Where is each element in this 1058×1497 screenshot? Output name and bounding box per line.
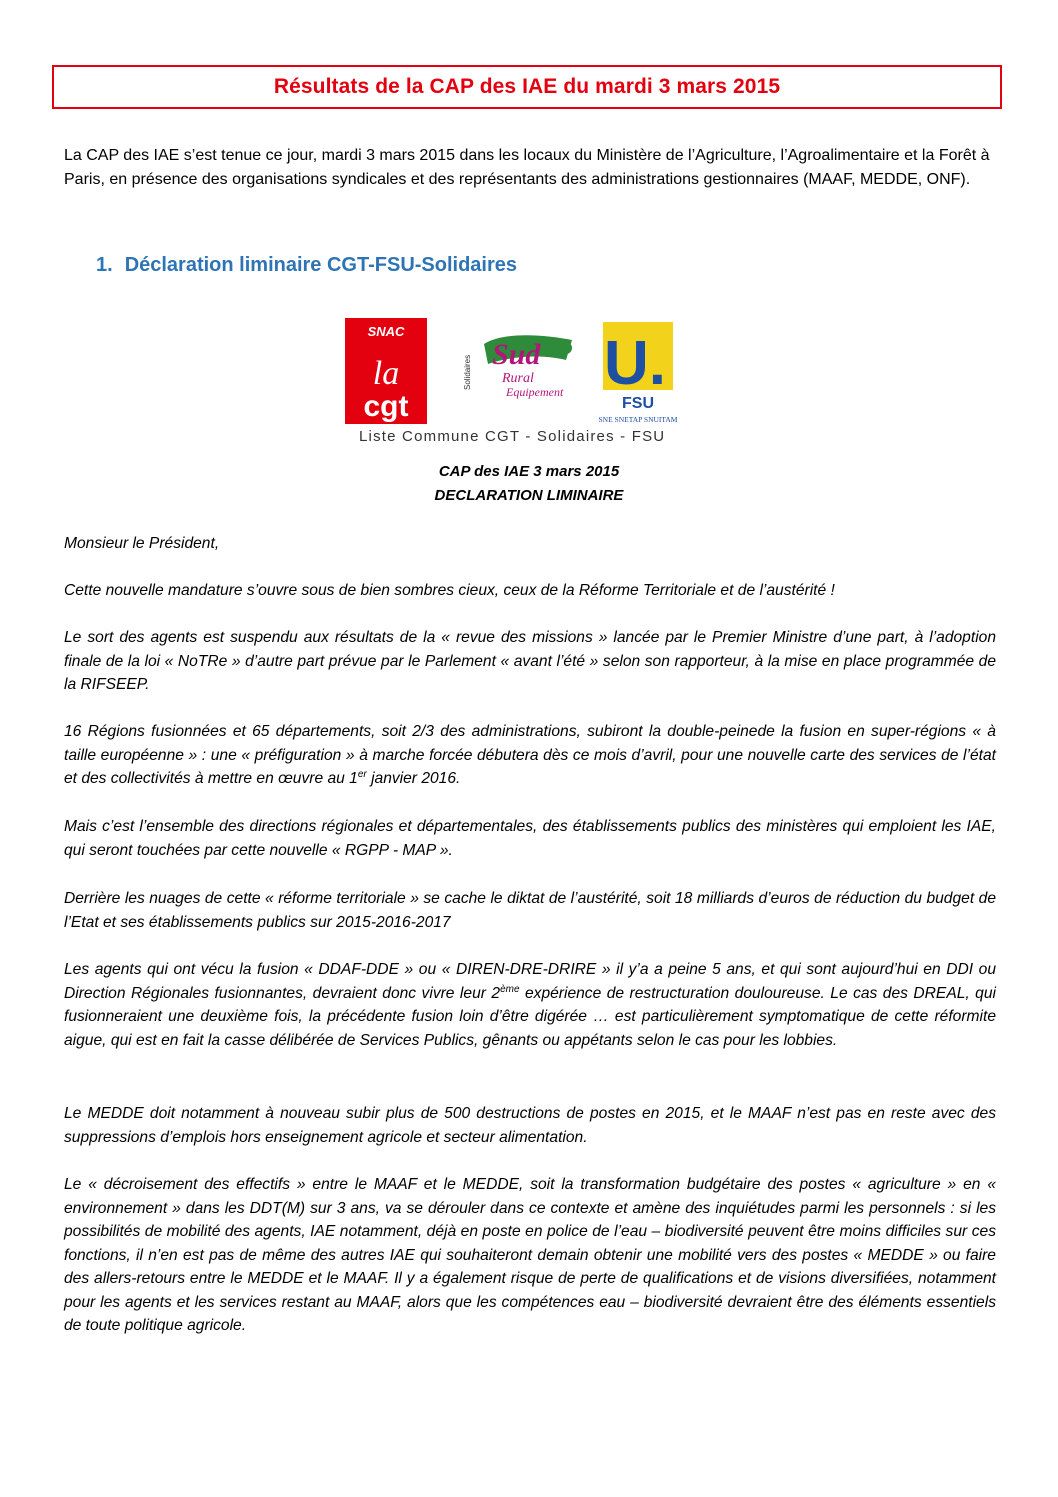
sud-logo-side-text: Solidaires	[463, 354, 472, 390]
declaration-paragraph-1: Cette nouvelle mandature s’ouvre sous de bien sombres cieux, ceux de la Réforme Territoriale et de l’austérité !	[64, 582, 835, 599]
cgt-logo-main-text: cgt	[363, 390, 409, 423]
page-title: Résultats de la CAP des IAE du mardi 3 mars 2015	[273, 75, 781, 98]
declaration-paragraph-3	[64, 720, 996, 791]
declaration-paragraph-6-sup: ème	[500, 983, 520, 995]
sud-logo-leaf-icon	[560, 342, 572, 354]
declaration-paragraph-3-sup: er	[357, 768, 367, 780]
section-number: 1.	[96, 254, 113, 276]
sud-logo-sub2-text: Equipement	[506, 385, 564, 399]
logos-caption: Liste Commune CGT - Solidaires - FSU	[359, 428, 666, 445]
intro-paragraph: La CAP des IAE s’est tenue ce jour, mardi 3 mars 2015 dans les locaux du Ministère de l’Agriculture, l’Agroalimentaire et la Forêt à Paris, en présence des organisations syndicales et des représentants des administrations gestionnaires (MAAF, MEDDE, ONF).	[64, 147, 990, 188]
title-box	[52, 65, 1002, 109]
cgt-logo	[345, 318, 427, 424]
declaration-heading-line1: CAP des IAE 3 mars 2015	[438, 463, 620, 480]
declaration-paragraph-6	[64, 958, 996, 1052]
fsu-logo	[593, 318, 683, 426]
section-title: Déclaration liminaire CGT-FSU-Solidaires	[124, 254, 518, 276]
declaration-paragraph-3-end: janvier 2016.	[366, 770, 461, 787]
section-heading-1	[96, 254, 517, 277]
cgt-logo-top-text: SNAC	[367, 324, 405, 339]
declaration-paragraph-3-text: 16 Régions fusionnées et 65 départements, soit 2/3 des administrations, subiront la double-peinede la fusion en super-régions « à taille européenne » : une « préfiguration » à marche forcée débutera dès ce mois d’avril, pour une nouvelle carte des services de l’état et des collectivités à mettre en œuvre au 1	[64, 723, 996, 787]
sud-logo-main-text: Sud	[492, 338, 541, 371]
declaration-heading-line2: DECLARATION LIMINAIRE	[434, 487, 624, 504]
sud-logo	[462, 330, 582, 410]
sud-logo-sub1-text: Rural	[502, 371, 534, 386]
cgt-logo-script-text: la	[372, 355, 400, 392]
salutation: Monsieur le Président,	[64, 535, 220, 552]
declaration-paragraph-5: Derrière les nuages de cette « réforme territoriale » se cache le diktat de l’austérité, soit 18 milliards d’euros de réduction du budget de l’Etat et ses établissements publics sur 2015-2016-2017	[64, 890, 996, 931]
declaration-paragraph-6-end: expérience de restructuration douloureuse. Le cas des DREAL, qui fusionneraient une deuxième fois, la précédente fusion loin d’être digérée … est particulièrement symptomatique de cette réformite aigue, qui est en fait la casse délibérée de Services Publics, gênants ou appétants selon le cas pour les lobbies.	[64, 984, 996, 1049]
declaration-paragraph-8: Le « décroisement des effectifs » entre le MAAF et le MEDDE, soit la transformation budgétaire des postes « agriculture » en « environnement » dans les DDT(M) sur 3 ans, va se dérouler dans ce contexte et amène des inquiétudes parmi les personnels : si les possibilités de mobilité des agents, IAE notamment, déjà en poste en police de l’eau – biodiversité peuvent être moins difficiles sur ces fonctions, il n’en est pas de même des autres IAE qui souhaiteront demain obtenir une mobilité vers des postes « MEDDE » ou faire des allers-retours entre le MEDDE et le MAAF. Il y a également risque de perte de qualifications et de visions diversifiées, notamment pour les agents et les services restant au MAAF, alors que les compétences eau – biodiversité devraient être des éléments essentiels de toute politique agricole.	[64, 1176, 996, 1334]
fsu-logo-letter: U.	[604, 329, 666, 398]
declaration-paragraph-4: Mais c’est l’ensemble des directions régionales et départementales, des établissements publics des ministères qui emploient les IAE, qui seront touchées par cette nouvelle « RGPP - MAP ».	[64, 818, 996, 859]
declaration-paragraph-7: Le MEDDE doit notamment à nouveau subir plus de 500 destructions de postes en 2015, et le MAAF n’est pas en reste avec des suppressions d’emplois hors enseignement agricole et secteur alimentation.	[64, 1105, 996, 1146]
declaration-heading	[0, 460, 1058, 508]
fsu-logo-sub-text: SNE SNETAP SNUITAM	[598, 415, 678, 424]
declaration-paragraph-2: Le sort des agents est suspendu aux résultats de la « revue des missions » lancée par le Premier Ministre d’une part, à l’adoption finale de la loi « NoTRe » d’autre part prévue par le Parlement « avant l’été » selon son rapporteur, à la mise en place programmée de la RIFSEEP.	[64, 629, 996, 693]
declaration-paragraph-6-text: Les agents qui ont vécu la fusion « DDAF-DDE » ou « DIREN-DRE-DRIRE » il y’a a peine 5 ans, et qui sont aujourd’hui en DDI ou Direction Régionales fusionnantes, devraient donc vivre leur 2	[64, 961, 996, 1002]
fsu-logo-main-text: FSU	[622, 395, 654, 412]
